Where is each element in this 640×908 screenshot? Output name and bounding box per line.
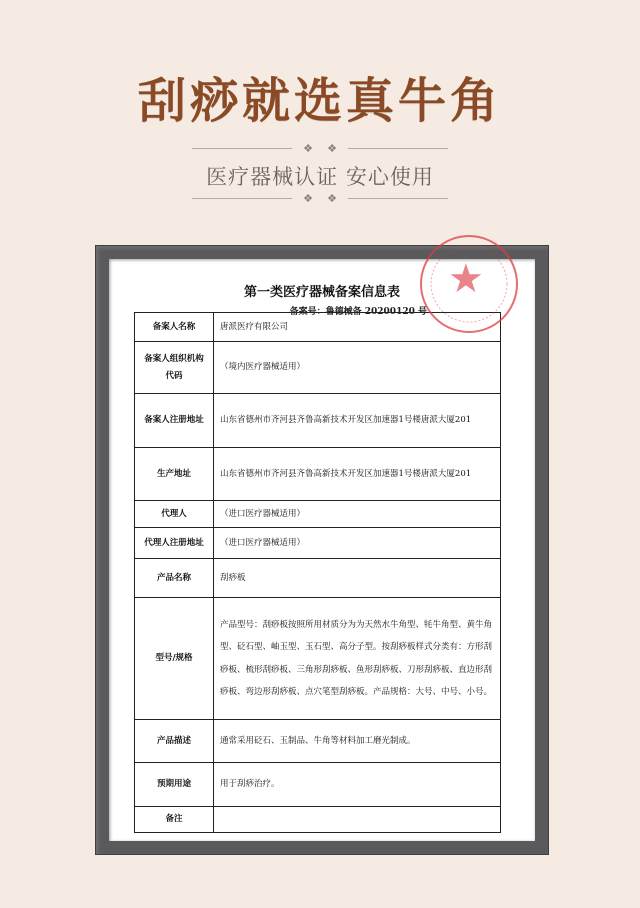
record-table [134, 312, 501, 833]
row-label: 代理人 [135, 501, 214, 528]
table-row [135, 807, 501, 833]
row-value: 通常采用砭石、玉制品、牛角等材料加工磨光制成。 [214, 720, 501, 763]
row-label: 产品描述 [135, 720, 214, 763]
row-label: 生产地址 [135, 448, 214, 501]
certificate-title: 第一类医疗器械备案信息表 [243, 285, 400, 300]
row-value: （境内医疗器械适用） [214, 342, 501, 394]
page-headline: 刮痧就选真牛角 [137, 73, 502, 129]
row-label: 型号/规格 [135, 598, 214, 720]
knot-ornament-icon: ❖ [303, 192, 313, 205]
knot-ornament-icon: ❖ [327, 192, 337, 205]
knot-ornament-icon: ❖ [303, 142, 313, 155]
star-icon: ★ [448, 256, 484, 302]
row-label: 备注 [135, 807, 214, 833]
row-value: 刮痧板 [214, 559, 501, 598]
row-label: 备案人组织机构代码 [135, 342, 214, 394]
ornament-divider-top [192, 143, 448, 155]
divider-rule [348, 148, 448, 149]
knot-ornament-icon: ❖ [327, 142, 337, 155]
table-row [135, 501, 501, 528]
table-row [135, 528, 501, 559]
table-row [135, 342, 501, 394]
row-label: 产品名称 [135, 559, 214, 598]
row-value: 用于刮痧治疗。 [214, 763, 501, 807]
page-subtitle: 医疗器械认证 安心使用 [206, 165, 434, 189]
table-row [135, 720, 501, 763]
certificate-paper [109, 256, 535, 841]
row-value: 山东省德州市齐河县齐鲁高新技术开发区加速器1号楼唐派大厦201 [214, 394, 501, 448]
row-label: 预期用途 [135, 763, 214, 807]
row-label: 代理人注册地址 [135, 528, 214, 559]
row-label: 备案人注册地址 [135, 394, 214, 448]
row-value: 唐派医疗有限公司 [214, 313, 501, 342]
table-row [135, 313, 501, 342]
table-row [135, 394, 501, 448]
divider-rule [348, 198, 448, 199]
table-row [135, 559, 501, 598]
ornament-divider-bottom [192, 193, 448, 205]
certificate-number: 备案号：鲁德械备 20200120 号 [289, 307, 427, 317]
row-value [214, 807, 501, 833]
table-row [135, 598, 501, 720]
divider-rule [192, 148, 292, 149]
row-label: 备案人名称 [135, 313, 214, 342]
row-value: 山东省德州市齐河县齐鲁高新技术开发区加速器1号楼唐派大厦201 [214, 448, 501, 501]
divider-rule [192, 198, 292, 199]
table-row [135, 763, 501, 807]
row-value: 产品型号：刮痧板按照所用材质分为为天然水牛角型、牦牛角型、黄牛角型、砭石型、岫玉型、玉石型、高分子型。按刮痧板样式分类有：方形刮痧板、梳形刮痧板、三角形刮痧板、鱼形刮痧板、刀形刮痧板、直边形刮痧板、弯边形刮痧板、点穴笔型刮痧板。产品规格：大号、中号、小号。 [214, 598, 501, 720]
row-value: （进口医疗器械适用） [214, 501, 501, 528]
row-value: （进口医疗器械适用） [214, 528, 501, 559]
table-row [135, 448, 501, 501]
certificate-frame [95, 245, 549, 855]
